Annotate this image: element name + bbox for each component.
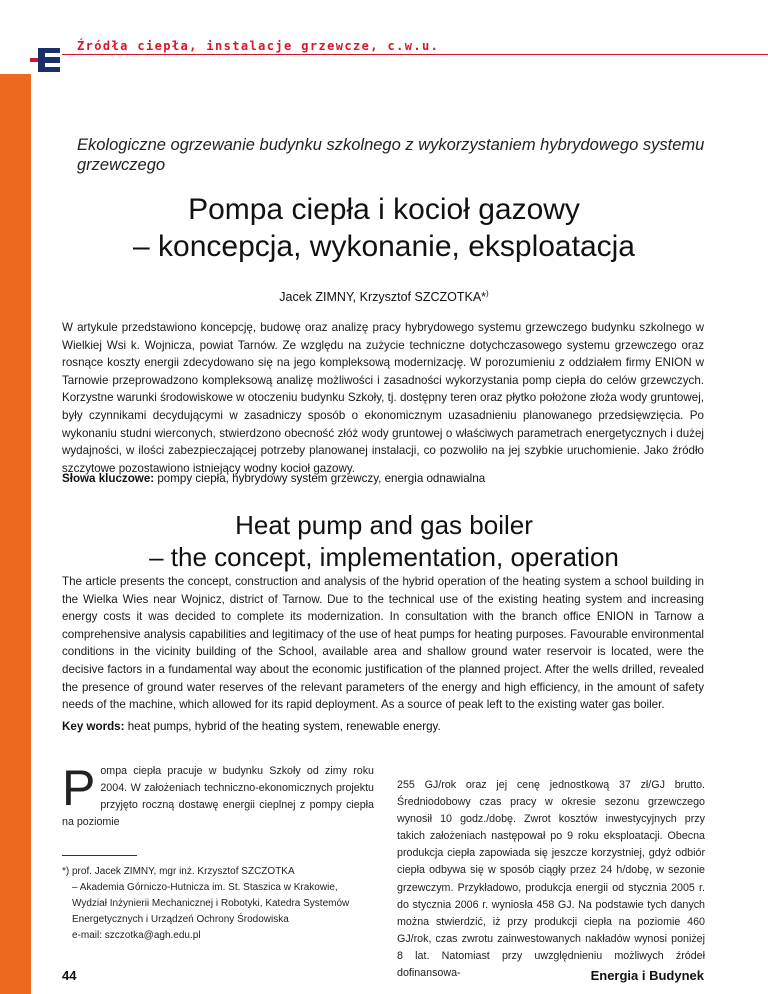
dropcap: P bbox=[62, 760, 96, 816]
author-footnote-marker: ) bbox=[486, 289, 489, 298]
article-kicker: Ekologiczne ogrzewanie budynku szkolnego z wykorzystaniem hybrydowego systemu grzewczego bbox=[77, 136, 705, 174]
keywords-pl-label: Słowa kluczowe: bbox=[62, 472, 155, 485]
keywords-en-text: heat pumps, hybrid of the heating system, renewable energy. bbox=[124, 720, 441, 733]
body-column-left bbox=[62, 760, 374, 831]
body-column-right: 255 GJ/rok oraz jej cenę jednostkową 37 zł/GJ brutto. Średniodobowy czas pracy w okresie sezonu grzewczego wynosił 10 godz./dobę. Zwrot kosztów inwestycyjnych przy takich założeniach następował po 9 roku eksploatacji. Obecna produkcja ciepła zapowiada się jeszcze korzystniej, gdyż odbiór ciepła odbywa się w sposób ciągły przez 24 h/dobę, w sezonie grzewczym. Przykładowo, produkcja energii od stycznia 2005 r. do stycznia 2006 r. wyniosła 458 GJ. Na podstawie tych danych można stwierdzić, iż przy produkcji ciepła na poziomie 460 GJ/rok, czas zwrotu zainwestowanych nakładów wynosi poniżej 8 lat. Natomiast przy uwzględnieniu możliwych źródeł dofinansowa- bbox=[397, 779, 705, 980]
title-en-line2: – the concept, implementation, operation bbox=[149, 542, 619, 572]
article-title-pl bbox=[0, 191, 768, 265]
title-en-line1: Heat pump and gas boiler bbox=[235, 510, 533, 540]
footnote-line: Wydział Inżynierii Mechanicznej i Robotyki, Katedra Systemów bbox=[72, 898, 350, 909]
body-left-text: ompa ciepła pracuje w budynku Szkoły od zimy roku 2004. W założeniach techniczno-ekonomicznych projektu przyjęto roczną dostawę energii cieplnej z pompy ciepła na poziomie bbox=[62, 765, 374, 829]
keywords-pl-text: pompy ciepła, hybrydowy system grzewczy, energia odnawialna bbox=[154, 472, 486, 485]
abstract-pl: W artykule przedstawiono koncepcję, budowę oraz analizę pracy hybrydowego systemu grzewczego budynku szkolnego w Wielkiej Wsi k. Wojnicza, powiat Tarnów. Ze względu na zużycie techniczne dotychczasowego systemu grzewczego oraz rosnące koszty energii zdecydowano się na jego kompleksową modernizację. W porozumieniu z oddziałem firmy ENION w Tarnowie przeprowadzono kompleksową analizę możliwości i zasadności wykorzystania pomp ciepła do celów grzewczych. Korzystne warunki środowiskowe w otoczeniu budynku Szkoły, tj. dostępny teren oraz płytko położone złoża wody gruntowej, były czynnikami decydującymi w zasadniczy sposób o ekonomicznym uzasadnieniu planowanego przedsięwzięcia. Po wykonaniu studni wierconych, stwierdzono obecność złóż wody gruntowej o właściwych parametrach energetycznych i dużej wydajności, w ilości zabezpieczającej potrzeby planowanej instalacji, co pozwoliło na jej szybkie uruchomienie. Jako źródło szczytowe pozostawiono istniejący wodny kocioł gazowy. bbox=[62, 321, 704, 475]
keywords-en bbox=[62, 718, 704, 735]
footnote-line: *) prof. Jacek ZIMNY, mgr inż. Krzysztof SZCZOTKA bbox=[62, 866, 295, 877]
title-pl-line1: Pompa ciepła i kocioł gazowy bbox=[188, 193, 580, 226]
authors bbox=[0, 289, 768, 304]
journal-logo-icon bbox=[30, 46, 62, 74]
title-pl-line2: – koncepcja, wykonanie, eksploatacja bbox=[133, 230, 635, 263]
page-number: 44 bbox=[62, 968, 77, 983]
abstract-en: The article presents the concept, construction and analysis of the hybrid operation of the heating system a school building in the Wielka Wies near Wojnicz, district of Tarnow. Due to the technical use of the existing heating system and increasing energy costs it was decided to complete its modernization. In consultation with the branch office ENION in Tarnow a comprehensive analysis capabilities and legitimacy of the use of heat pumps for heating purposes. Favourable environmental conditions in the vicinity building of the School, available area and shallow ground water reservoir is located, were the decisive factors in a fundamental way about the economic justification of the planned project. After the wells drilled, revealed the presence of ground water reserves of the relevant parameters of the energy and high efficiency, in the amount of safety needs of the machine, which allowed for its rapid deployment. As a source of peak left to the existing water gas boiler. bbox=[62, 575, 704, 712]
footnote-email: e-mail: szczotka@agh.edu.pl bbox=[72, 930, 201, 941]
journal-name: Energia i Budynek bbox=[590, 968, 704, 983]
footnote-line: – Akademia Górniczo-Hutnicza im. St. Staszica w Krakowie, bbox=[72, 882, 338, 893]
author-names: Jacek ZIMNY, Krzysztof SZCZOTKA* bbox=[279, 290, 487, 305]
author-footnote bbox=[62, 864, 372, 944]
footnote-line: Energetycznych i Urządzeń Ochrony Środowiska bbox=[72, 914, 289, 925]
keywords-pl bbox=[62, 470, 704, 487]
footnote-rule bbox=[62, 855, 137, 856]
article-title-en bbox=[0, 509, 768, 573]
section-header: Źródła ciepła, instalacje grzewcze, c.w.u. bbox=[77, 39, 440, 53]
header-rule bbox=[62, 54, 768, 55]
keywords-en-label: Key words: bbox=[62, 720, 125, 733]
